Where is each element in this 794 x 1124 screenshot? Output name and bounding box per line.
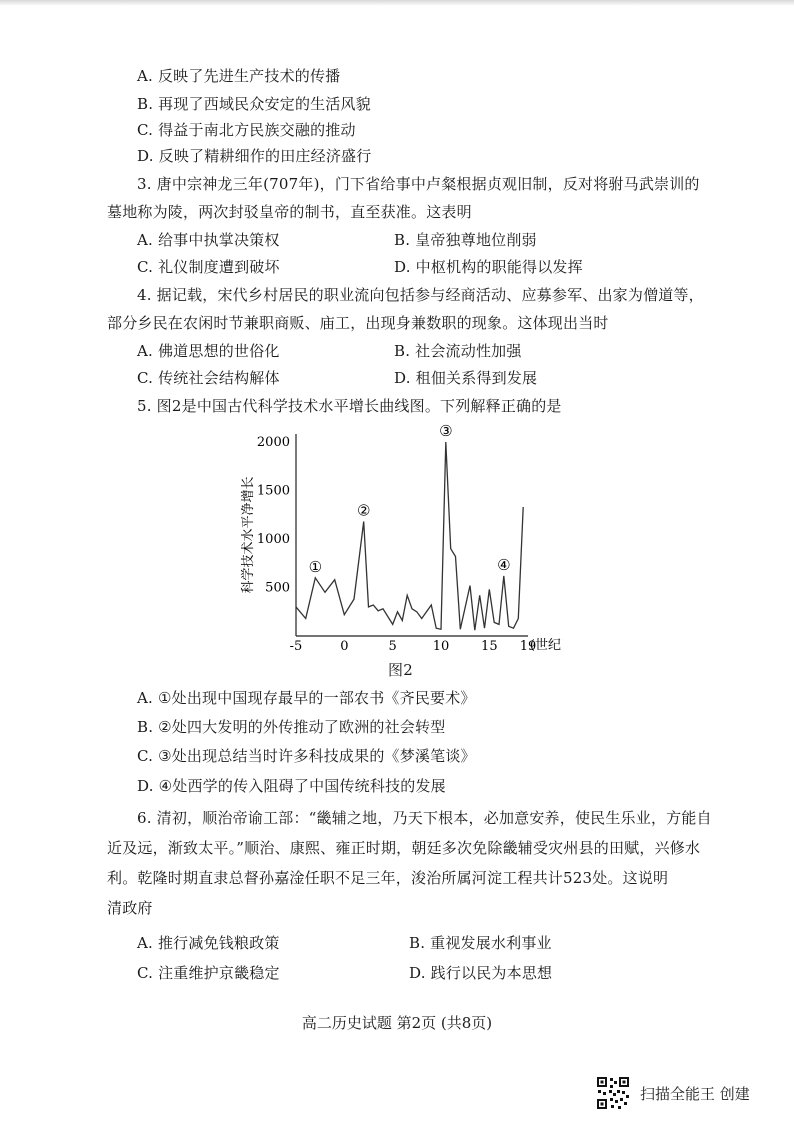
q5-figure-caption: 图2 bbox=[388, 661, 413, 679]
q6-stem-line-2: 近及远，渐致太平。”顺治、康熙、雍正时期，朝廷多次免除畿辅受灾州县的田赋，兴修水 bbox=[107, 839, 701, 857]
chart-y-tick-label: 1500 bbox=[256, 483, 290, 499]
q6-stem-line-4: 清政府 bbox=[107, 899, 153, 917]
q3-option-d: D. 中枢机构的职能得以发挥 bbox=[394, 258, 583, 276]
chart-x-tick-label: 5 bbox=[388, 639, 397, 654]
q4-option-c: C. 传统社会结构解体 bbox=[137, 369, 280, 387]
q4-option-b: B. 社会流动性加强 bbox=[394, 342, 522, 360]
chart-xlabel: (世纪 bbox=[529, 638, 561, 653]
q2-option-b: B. 再现了西域民众安定的生活风貌 bbox=[137, 95, 371, 113]
q3-option-b: B. 皇帝独尊地位削弱 bbox=[394, 231, 537, 249]
chart-marker-label: ② bbox=[356, 501, 371, 520]
q4-option-a: A. 佛道思想的世俗化 bbox=[137, 342, 280, 360]
q4-option-d: D. 租佃关系得到发展 bbox=[394, 369, 538, 387]
q5-option-a: A. ①处出现中国现存最早的一部农书《齐民要术》 bbox=[137, 689, 476, 707]
q6-stem-line-3: 利。乾隆时期直隶总督孙嘉淦任职不足三年，浚治所属河淀工程共计523处。这说明 bbox=[107, 869, 669, 887]
qr-code-icon bbox=[596, 1076, 630, 1110]
q6-stem-line-1: 6. 清初，顺治帝谕工部：“畿辅之地，乃天下根本，必加意安养，使民生乐业，方能自 bbox=[137, 809, 712, 827]
q5-chart-svg bbox=[232, 418, 562, 678]
chart-series-line bbox=[296, 442, 523, 630]
q4-stem-line-2: 部分乡民在农闲时节兼职商贩、庙工，出现身兼数职的现象。这体现出当时 bbox=[107, 314, 609, 332]
q6-option-c: C. 注重维护京畿稳定 bbox=[137, 964, 280, 982]
q5-stem: 5. 图2是中国古代科学技术水平增长曲线图。下列解释正确的是 bbox=[137, 397, 562, 415]
q2-option-c: C. 得益于南北方民族交融的推动 bbox=[137, 121, 356, 139]
chart-marker-label: ③ bbox=[439, 422, 453, 440]
chart-marker-label: ④ bbox=[497, 555, 511, 574]
chart-x-tick-label: 15 bbox=[481, 639, 498, 654]
page-footer: 高二历史试题 第2页 (共8页) bbox=[301, 1014, 493, 1032]
q5-option-c: C. ③处出现总结当时许多科技成果的《梦溪笔谈》 bbox=[137, 747, 476, 765]
chart-y-tick-label: 500 bbox=[265, 580, 290, 596]
chart-ylabel: 科学技术水平净增长 bbox=[241, 476, 256, 594]
chart-y-tick-label: 2000 bbox=[256, 435, 290, 450]
q2-option-a: A. 反映了先进生产技术的传播 bbox=[137, 67, 341, 85]
q2-option-d: D. 反映了精耕细作的田庄经济盛行 bbox=[137, 147, 372, 165]
q3-option-a: A. 给事中执掌决策权 bbox=[137, 231, 280, 249]
chart-x-tick-label: 19 bbox=[519, 639, 537, 654]
scan-edge bbox=[0, 0, 794, 6]
q4-stem-line-1: 4. 据记载，宋代乡村居民的职业流向包括参与经商活动、应募参军、出家为僧道等， bbox=[137, 286, 704, 304]
q5-chart bbox=[232, 418, 562, 678]
scanner-watermark bbox=[596, 1076, 750, 1110]
scanner-label: 扫描全能王 创建 bbox=[640, 1084, 750, 1103]
q6-option-a: A. 推行减免钱粮政策 bbox=[137, 934, 280, 952]
q3-option-c: C. 礼仪制度遭到破坏 bbox=[137, 258, 280, 276]
chart-x-tick-label: -5 bbox=[289, 639, 303, 654]
chart-y-tick-label: 1000 bbox=[256, 532, 290, 547]
q6-option-b: B. 重视发展水利事业 bbox=[409, 934, 552, 952]
chart-marker-label: ① bbox=[308, 557, 323, 576]
chart-x-tick-label: 0 bbox=[340, 639, 349, 654]
chart-x-tick-label: 10 bbox=[432, 639, 450, 654]
q5-option-b: B. ②处四大发明的外传推动了欧洲的社会转型 bbox=[137, 718, 446, 736]
q3-stem-line-1: 3. 唐中宗神龙三年(707年)，门下省给事中卢粲根据贞观旧制，反对将驸马武崇训的 bbox=[137, 175, 700, 193]
q6-option-d: D. 践行以民为本思想 bbox=[409, 964, 553, 982]
q3-stem-line-2: 墓地称为陵，两次封驳皇帝的制书，直至获准。这表明 bbox=[107, 203, 472, 221]
q5-option-d: D. ④处西学的传入阻碍了中国传统科技的发展 bbox=[137, 777, 446, 795]
